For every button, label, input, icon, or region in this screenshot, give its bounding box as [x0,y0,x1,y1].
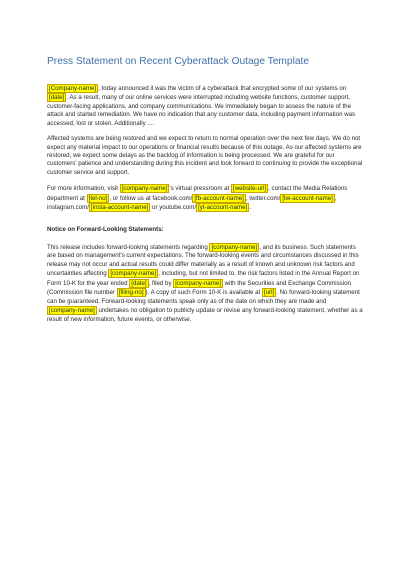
placeholder-date[interactable]: [date] [49,94,65,102]
paragraph-text: . [249,204,251,212]
paragraph-intro [47,84,365,128]
placeholder-url[interactable]: [url] [263,289,275,297]
paragraph-text: , twitter.com/ [245,194,281,202]
placeholder-fb-account[interactable]: [fb-account-name] [194,194,244,202]
paragraph-text: For more information, visit [47,185,120,193]
paragraph-restoration: Affected systems are being restored and we expect to return to normal operation over the next few days. We do not expect any material impact to our operations or financial results because of this outage. As our affected systems are restored, we expect some delays as the backlog of information is being processed. We are grateful for our customers' patience and understanding during this incident and look forward to continuing to provide the exceptional customer service and support. [47,135,363,176]
placeholder-company-name[interactable]: [Company-name] [49,85,97,92]
placeholder-company-name[interactable]: [company-name] [211,243,258,251]
placeholder-company-name[interactable]: [company-name] [49,307,95,315]
paragraph-text: , instagram.com/ [47,194,337,212]
paragraph-text: , including, but not limited to, the risk factors listed in the Annual Report on Form 10-K for the year ended [47,270,360,287]
placeholder-tel-no[interactable]: [tel-no] [88,194,108,202]
placeholder-company-name[interactable]: [company-name] [121,185,168,193]
paragraph-text: . No forward-looking statement can be guaranteed. Forward-looking statements speak only as of the date on which they are made and [47,289,360,305]
placeholder-tw-account[interactable]: [tw-account-name] [282,194,333,202]
paragraph-text: , filed by [148,279,174,287]
paragraph-text: , or follow us at facebook.com/ [109,194,193,202]
paragraph-text: ). A copy of such Form 10-K is available at [145,289,262,297]
paragraph-text: 's virtual pressroom at [169,185,231,193]
paragraph-forward-looking [47,243,365,324]
placeholder-company-name[interactable]: [company-name] [175,279,221,287]
paragraph-text: , today announced it was the victim of a cyberattack that encrypted some of our systems on [98,85,347,92]
placeholder-date[interactable]: [date] [131,279,147,287]
document-title: Press Statement on Recent Cyberattack Outage Template [47,56,309,67]
placeholder-insta-account[interactable]: [insta-account-name] [90,204,149,212]
notice-heading: Notice on Forward-Looking Statements: [47,226,164,234]
paragraph-text: or youtube.com/ [150,204,197,212]
placeholder-website-url[interactable]: [website-url] [233,185,267,193]
paragraph-text: undertakes no obligation to publicly update or revise any forward-looking statement, whether as a result of new information, future events, or otherwise. [47,307,363,323]
placeholder-company-name[interactable]: [company-name] [110,270,157,278]
paragraph-text: , contact the Media Relations department at [47,185,348,202]
paragraph-text: . As a result, many of our online services were interrupted including website functions, customer support, customer-facing applications, and company communications. We immediately began to assess the nature of the attack and started remediation. We have no indication that any customer data, including payment information was accessed, lost or stolen. Additionally .... [47,94,356,127]
paragraph-text: , and its business. Such statements are based on management's current expectations. The forward-looking events and circumstances discussed in this release may not occur and actual results could differ materially as a result of known and unknown risk factors and uncertainties affecting [47,243,359,278]
paragraph-text: This release includes forward-looking statements regarding [47,243,210,251]
paragraph-text: with the Securities and Exchange Commission (Commission file number [47,279,351,297]
placeholder-filing-no[interactable]: [filing-no] [118,289,144,297]
document-body [47,84,365,331]
placeholder-yt-account[interactable]: [yt-account-name] [198,204,248,212]
paragraph-contact [47,184,365,212]
